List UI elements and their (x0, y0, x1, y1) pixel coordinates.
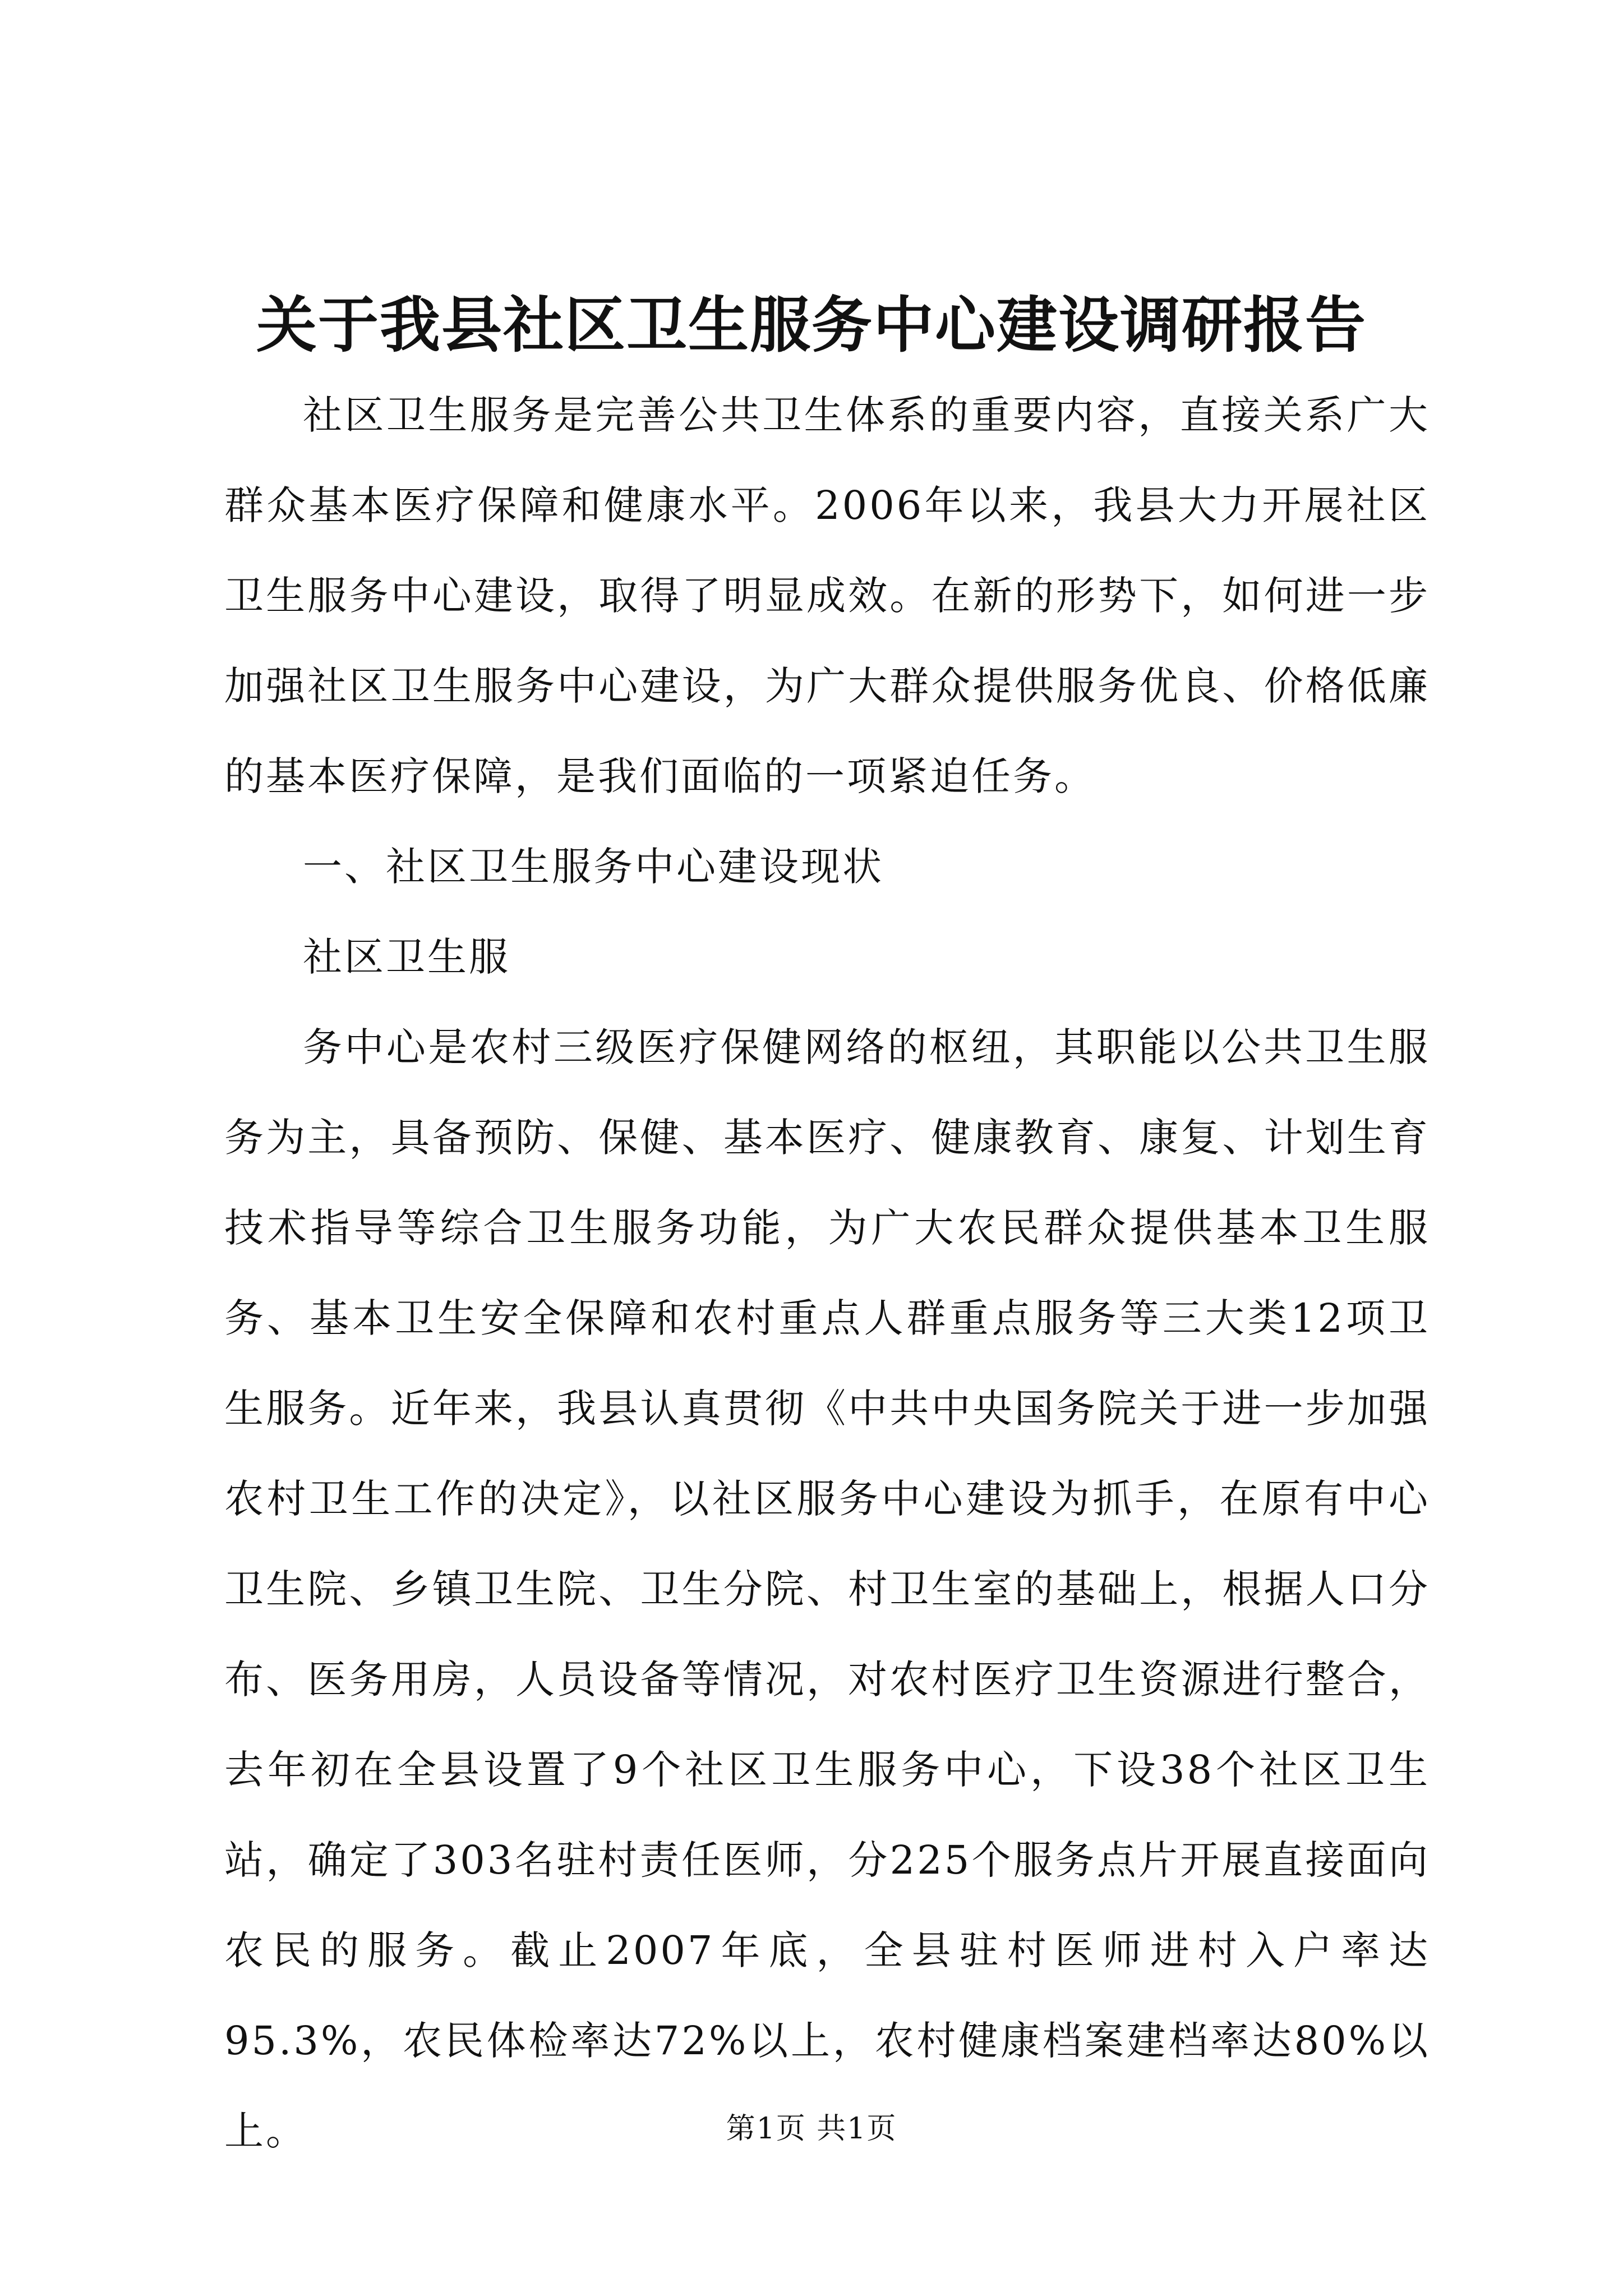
document-body (224, 370, 1430, 2177)
page-footer: 第1页 共1页 (726, 2112, 897, 2146)
paragraph-fragment: 社区卫生服 (303, 934, 510, 980)
paragraph-intro: 社区卫生服务是完善公共卫生体系的重要内容，直接关系广大群众基本医疗保障和健康水平。2006年以来，我县大力开展社区卫生服务中心建设，取得了明显成效。在新的形势下，如何进一步加强社区卫生服务中心建设，为广大群众提供服务优良、价格低廉的基本医疗保障，是我们面临的一项紧迫任务。 (224, 392, 1430, 799)
document-title: 关于我县社区卫生服务中心建设调研报告 (256, 290, 1367, 361)
section-heading: 一、社区卫生服务中心建设现状 (303, 844, 884, 890)
paragraph-status: 务中心是农村三级医疗保健网络的枢纽，其职能以公共卫生服务为主，具备预防、保健、基本医疗、健康教育、康复、计划生育技术指导等综合卫生服务功能，为广大农民群众提供基本卫生服务、基本卫生安全保障和农村重点人群重点服务等三大类12项卫生服务。近年来，我县认真贯彻《中共中央国务院关于进一步加强农村卫生工作的决定》，以社区服务中心建设为抓手，在原有中心卫生院、乡镇卫生院、卫生分院、村卫生室的基础上，根据人口分布、医务用房，人员设备等情况，对农村医疗卫生资源进行整合，去年初在全县设置了9个社区卫生服务中心，下设38个社区卫生站，确定了303名驻村责任医师，分225个服务点片开展直接面向农民的服务。截止2007年底，全县驻村医师进村入户率达95.3%，农民体检率达72%以上，农村健康档案建档率达80%以上。 (224, 1024, 1430, 2154)
